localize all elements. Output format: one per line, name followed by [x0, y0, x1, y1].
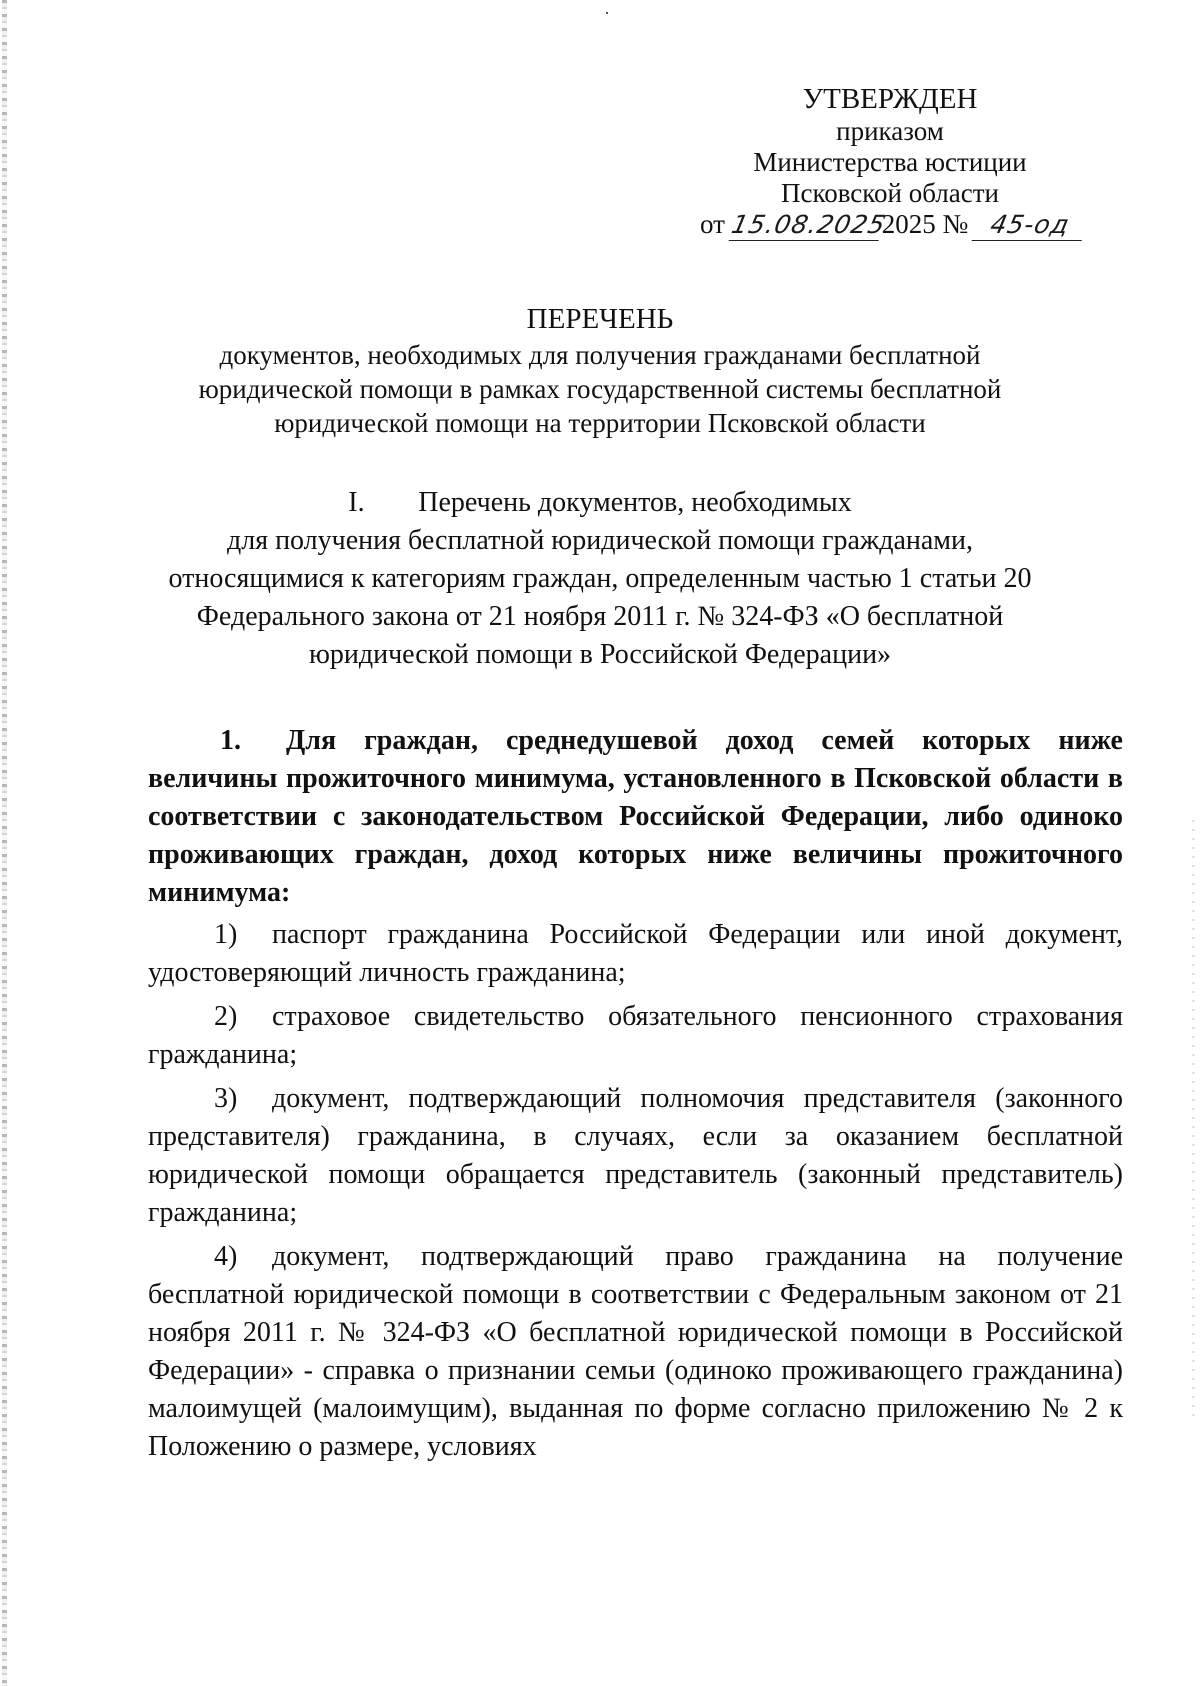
- document-title: ПЕРЕЧЕНЬ: [526, 303, 674, 335]
- list-item: [148, 998, 1123, 1074]
- list-item-number: 1): [214, 919, 238, 950]
- list-item-number: 3): [214, 1083, 238, 1114]
- list-item: [148, 1238, 1123, 1466]
- category-text: Для граждан, среднедушевой доход семей которых ниже величины прожиточного минимума, установленного в Псковской области в соответствии с законодательством Российской Федерации, либо одиноко проживающих граждан, доход которых ниже величины прожиточного минимума:: [148, 725, 1123, 908]
- list-item-text: документ, подтверждающий право гражданина на получение бесплатной юридической помощи в соответствии с Федеральным законом от 21 ноября 2011 г. № 324-ФЗ «О бесплатной юридической помощи в Российской Федерации» - справка о признании семьи (одиноко проживающего гражданина) малоимущей (малоимущим), выданная по форме согласно приложению № 2 к Положению о размере, условиях: [148, 1241, 1123, 1462]
- section-heading-block: [140, 484, 1060, 674]
- number-label: №: [942, 209, 969, 239]
- approval-heading: УТВЕРЖДЕН: [802, 83, 978, 115]
- category-number: 1.: [220, 725, 241, 756]
- scan-edge-left: [2, 0, 7, 1686]
- title-line-3: юридической помощи на территории Псковской области: [274, 408, 926, 438]
- list-item-text: страховое свидетельство обязательного пенсионного страхования гражданина;: [148, 1001, 1123, 1070]
- title-line-2: юридической помощи в рамках государственной системы бесплатной: [198, 374, 1002, 404]
- from-label: от: [700, 209, 725, 239]
- approval-line-order: приказом: [836, 116, 944, 146]
- order-date-number-line: [700, 209, 1085, 241]
- list-item-text: документ, подтверждающий полномочия представителя (законного представителя) гражданина, в случаях, если за оказанием бесплатной юридической помощи обращается представитель (законный представитель) гражданина;: [148, 1083, 1123, 1228]
- document-body: [148, 722, 1123, 1472]
- category-paragraph: [148, 722, 1123, 912]
- approval-line-ministry: Министерства юстиции: [753, 147, 1027, 177]
- section-heading-line-1: [140, 484, 1060, 522]
- section-heading-line-2: для получения бесплатной юридической помощи гражданами,: [226, 525, 974, 556]
- scan-edge-right: [1192, 820, 1195, 1420]
- approval-line-region: Псковской области: [780, 178, 999, 208]
- section-heading-line-4: Федерального закона от 21 ноября 2011 г. № 324-ФЗ «О бесплатной: [196, 601, 1004, 632]
- section-heading-line-3: относящимися к категориям граждан, определенным частью 1 статьи 20: [168, 563, 1032, 594]
- printed-year: 2025: [881, 209, 936, 239]
- section-heading-line-5: юридической помощи в Российской Федерации»: [308, 639, 892, 670]
- list-item: [148, 1080, 1123, 1232]
- top-scan-mark: [606, 12, 608, 14]
- approval-stamp-block: [700, 82, 1080, 241]
- list-item-number: 2): [214, 1001, 238, 1032]
- title-line-1: документов, необходимых для получения гражданами бесплатной: [219, 340, 981, 370]
- list-item-number: 4): [214, 1241, 238, 1272]
- section-heading-text: Перечень документов, необходимых: [418, 487, 852, 518]
- handwritten-order-number: 45-од: [972, 209, 1089, 241]
- list-item-text: паспорт гражданина Российской Федерации или иной документ, удостоверяющий личность гражданина;: [148, 919, 1123, 988]
- handwritten-date: 15.08.2025: [728, 210, 889, 239]
- list-item: [148, 916, 1123, 992]
- document-title-block: [130, 302, 1070, 440]
- section-number: I.: [348, 487, 365, 518]
